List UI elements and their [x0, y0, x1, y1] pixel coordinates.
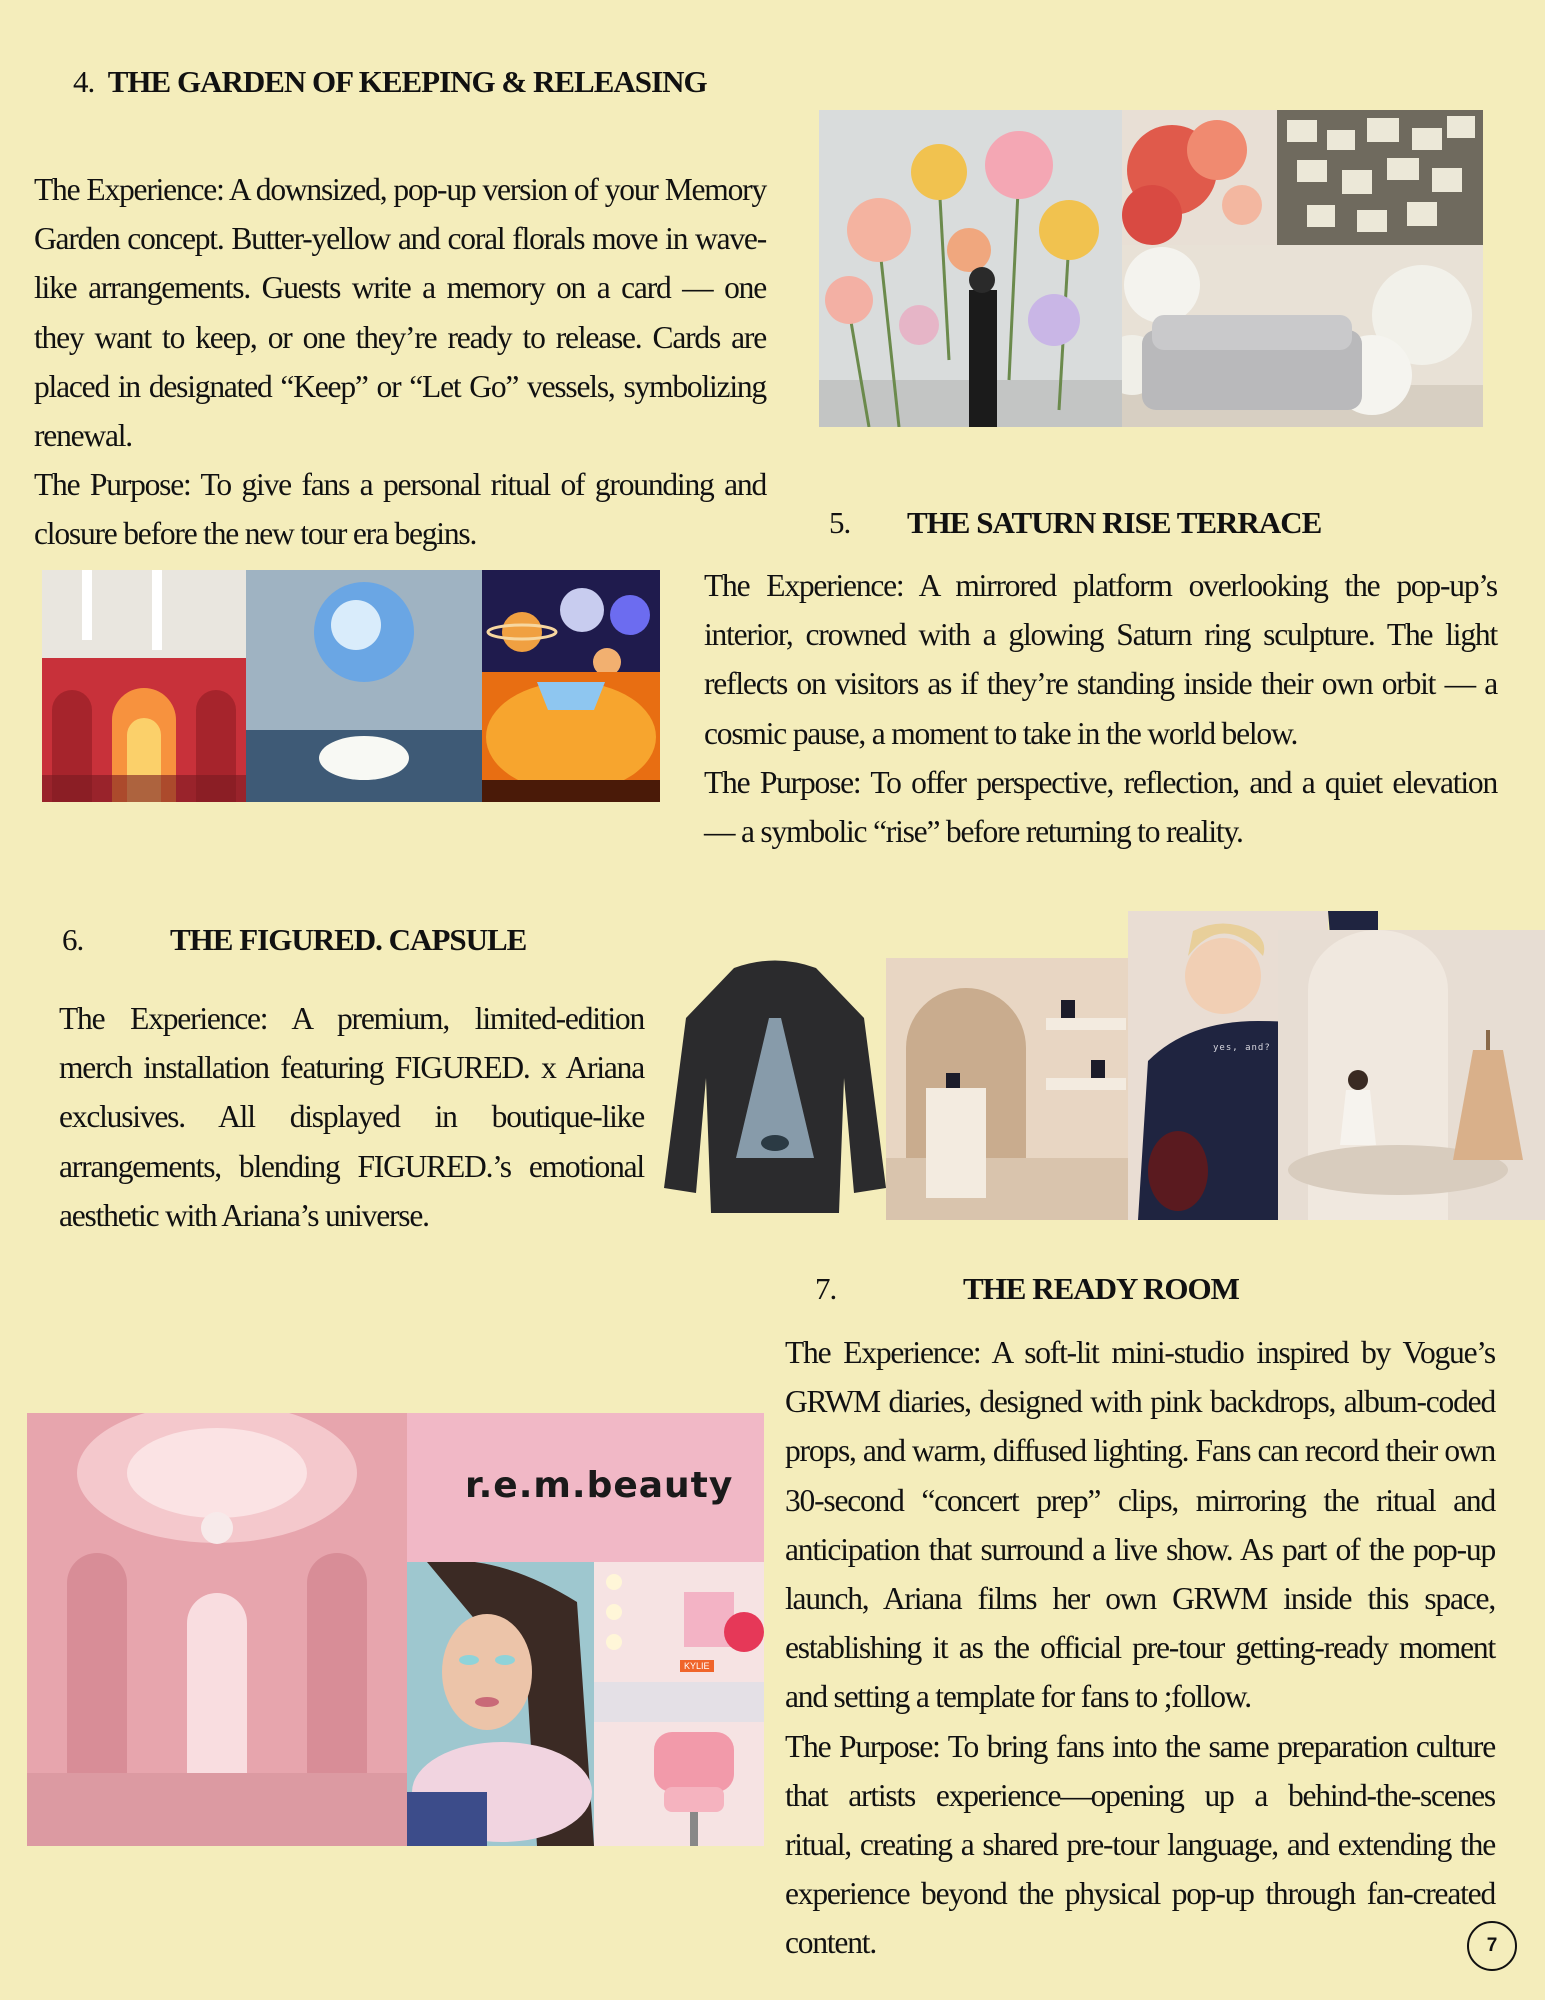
orange-skylight-photo [482, 672, 660, 802]
page-number: 7 [1467, 1921, 1517, 1971]
section-6-experience: The Experience: A premium, limited-edition merch installation featuring FIGURED. x Ariana exclusives. All displayed in boutique-like arrangements, blending FIGURED.’s emotional aesthetic with Ariana’s universe. [59, 1001, 644, 1233]
boutique-dress-photo [1278, 930, 1545, 1220]
section-4-number: 4. [73, 64, 95, 99]
section-7-number: 7. [815, 1271, 837, 1306]
ariana-portrait-photo [407, 1562, 594, 1846]
boutique-shelves-photo [886, 958, 1128, 1220]
vanity-chair-photo [594, 1562, 764, 1846]
section-5-purpose: The Purpose: To offer perspective, reflection, and a quiet elevation — a symbolic “rise” before returning to reality. [704, 764, 1497, 850]
section-6-title: THE FIGURED. CAPSULE [170, 922, 527, 957]
section-6-heading [62, 922, 526, 958]
section-4-body [34, 165, 766, 559]
rem-beauty-banner [407, 1413, 764, 1562]
giant-flowers-photo [819, 110, 1122, 427]
section-5-heading [829, 505, 1321, 541]
skyspace-oculus-photo [246, 570, 482, 802]
section-5-experience: The Experience: A mirrored platform overlooking the pop-up’s interior, crowned with a glowing Saturn ring sculpture. The light reflects on visitors as if they’re standing inside their own orbit — a cosmic pause, a moment to take in the world below. [704, 568, 1497, 751]
section-4-title: THE GARDEN OF KEEPING & RELEASING [107, 64, 707, 99]
section-5-body [704, 561, 1497, 856]
section-5-number: 5. [829, 505, 851, 540]
section-4-purpose: The Purpose: To give fans a personal ritual of grounding and closure before the new tour era begins. [34, 467, 766, 552]
section-7-title: THE READY ROOM [963, 1271, 1239, 1306]
section-4-heading [73, 64, 707, 100]
section-7-purpose: The Purpose: To bring fans into the same preparation culture that artists experience—opening up a behind-the-scenes ritual, creating a shared pre-tour language, and extending the experience beyond the physical pop-up through fan-created content. [785, 1728, 1495, 1961]
vanity-sign-text: KYLIE [680, 1660, 714, 1672]
section-7-heading [815, 1271, 1239, 1307]
section-7-body [785, 1328, 1495, 1968]
rem-beauty-logo: r.e.m.beauty [465, 1465, 734, 1506]
black-hoodie-photo [664, 958, 886, 1220]
section-5-title: THE SATURN RISE TERRACE [907, 505, 1322, 540]
planets-photo [482, 570, 660, 672]
pink-closet-room-photo [27, 1413, 407, 1846]
section-7-experience: The Experience: A soft-lit mini-studio inspired by Vogue’s GRWM diaries, designed with pink backdrops, album-coded props, and warm, diffused lighting. Fans can record their own 30-second “concert prep” clips, mirroring the ritual and anticipation that surround a live show. As part of the pop-up launch, Ariana films her own GRWM inside this space, establishing it as the official pre-tour getting-ready moment and setting a template for fans to ;follow. [785, 1335, 1495, 1715]
section-6-number: 6. [62, 922, 84, 957]
hanging-cards-photo [1277, 110, 1483, 245]
sweatshirt-print-text: yes, and? [1213, 1043, 1271, 1053]
red-arch-room-photo [42, 570, 246, 802]
white-floral-sofa-photo [1122, 245, 1483, 427]
section-4-experience: The Experience: A downsized, pop-up version of your Memory Garden concept. Butter-yellow and coral florals move in wave-like arrangements. Guests write a memory on a card — one they want to keep, or one they’re ready to release. Cards are placed in designated “Keep” or “Let Go” vessels, symbolizing renewal. [34, 172, 766, 454]
section-6-body [59, 994, 644, 1240]
coral-floral-arch-photo [1122, 110, 1277, 245]
